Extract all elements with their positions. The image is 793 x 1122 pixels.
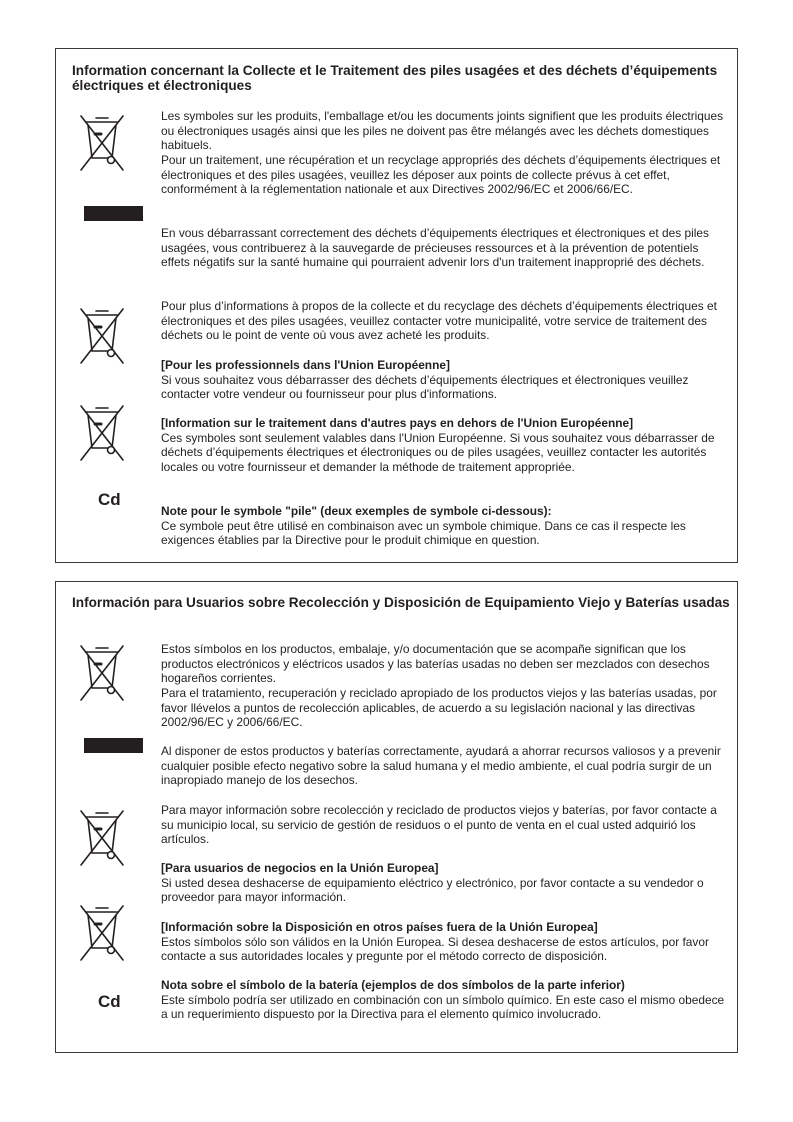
- crossed-bin-icon: [78, 113, 126, 173]
- paragraph: Para mayor información sobre recolección y reciclado de productos viejos y baterías, por favor contacte a su municipio local, su servicio de gestión de residuos o el punto de venta en el cual usted adquirió los artículos.: [161, 803, 717, 847]
- subheading: [Pour les professionnels dans l'Union Européenne]: [161, 358, 450, 372]
- paragraph: [161, 978, 726, 1022]
- notice-box-french: [55, 48, 738, 563]
- paragraph: Para el tratamiento, recuperación y reciclado apropiado de los productos viejos y las baterías usadas, por favor llévelos a puntos de recolección aplicables, de acuerdo a su legislación nacional y las directivas 2002/96/EC y 2006/66/EC.: [161, 686, 717, 730]
- paragraph-text: Si vous souhaitez vous débarrasser des déchets d’équipements électriques et électroniques veuillez contacter votre vendeur ou fournisseur pour plus d'informations.: [161, 372, 689, 402]
- paragraph-text: Ces symboles sont seulement valables dans l'Union Européenne. Si vous souhaitez vous débarrasser de déchets d’équipements électriques et électroniques ou de piles usagées, veuillez contacter les autorités locales ou votre fournisseur et demander la méthode de traitement appropriée.: [161, 430, 715, 474]
- paragraph: Pour un traitement, une récupération et un recyclage appropriés des déchets d’équipements électriques et électroniques et des piles usagées, veuillez les déposer aux points de collecte prévus à cet effet, conformément à la réglementation nationale et aux Directives 2002/96/EC et 2006/66/EC.: [161, 153, 721, 197]
- crossed-bin-icon: [78, 643, 126, 703]
- paragraph-text: Este símbolo podría ser utilizado en combinación con un símbolo químico. En este caso el mismo obedece a un requerimiento dispuesto por la Directiva para el elemento químico involucrado.: [161, 992, 725, 1022]
- crossed-bin-icon: [78, 306, 126, 366]
- paragraph: En vous débarrassant correctement des déchets d’équipements électriques et électroniques et des piles usagées, vous contribuerez à la sauvegarde de précieuses ressources et à la prévention de potentiels effets négatifs sur la santé humaine qui pourraient advenir lors d'un traitement inapproprié des déchets.: [161, 226, 709, 270]
- paragraph: [161, 920, 726, 964]
- paragraph: Estos símbolos en los productos, embalaje, y/o documentación que se acompañe significan que los productos electrónicos y eléctricos usados y las baterías usadas no deben ser mezclados con desechos hogareños corrientes.: [161, 642, 710, 686]
- subheading: [Information sur le traitement dans d'autres pays en dehors de l'Union Européenne]: [161, 416, 634, 430]
- notice-title: Information concernant la Collecte et le Traitement des piles usagées et des déchets d’équipements électriques et électroniques: [72, 63, 718, 93]
- paragraph: Les symboles sur les produits, l'emballage et/ou les documents joints signifient que les produits électriques ou électroniques usagés ainsi que les piles ne doivent pas être mélangés avec les déchets domestiques habituels.: [161, 109, 724, 153]
- paragraph: [161, 504, 726, 548]
- paragraph: Pour plus d’informations à propos de la collecte et du recyclage des déchets d’équipements électriques et électroniques et des piles usagées, veuillez contacter votre municipalité, votre service de traitement des déchets ou le point de vente où vous avez acheté les produits.: [161, 299, 717, 343]
- paragraph-text: Estos símbolos sólo son válidos en la Unión Europea. Si desea deshacerse de estos artículos, por favor contacte a sus autoridades locales y pregunte por el método correcto de disposición.: [161, 934, 709, 964]
- paragraph: [161, 861, 726, 905]
- subheading: [Para usuarios de negocios en la Unión Europea]: [161, 861, 439, 875]
- subheading: Nota sobre el símbolo de la batería (ejemplos de dos símbolos de la parte inferior): [161, 978, 625, 992]
- subheading: Note pour le symbole "pile" (deux exemples de symbole ci-dessous):: [161, 504, 552, 518]
- paragraph-text: Si usted desea deshacerse de equipamiento eléctrico y electrónico, por favor contacte a su vendedor o proveedor para mayor información.: [161, 875, 704, 905]
- paragraph-text: Ce symbole peut être utilisé en combinaison avec un symbole chimique. Dans ce cas il respecte les exigences établies par la Directive pour le produit chimique en question.: [161, 518, 686, 548]
- subheading: [Información sobre la Disposición en otros países fuera de la Unión Europea]: [161, 920, 598, 934]
- black-bar: [84, 738, 143, 753]
- notice-box-spanish: [55, 581, 738, 1053]
- black-bar: [84, 206, 143, 221]
- crossed-bin-icon: [78, 903, 126, 963]
- paragraph: Al disponer de estos productos y baterías correctamente, ayudará a ahorrar recursos valiosos y a prevenir cualquier posible efecto negativo sobre la salud humana y el medio ambiente, el cual podría surgir de un inapropiado manejo de los desechos.: [161, 744, 721, 788]
- paragraph: [161, 416, 726, 474]
- crossed-bin-icon: [78, 403, 126, 463]
- crossed-bin-icon: [78, 808, 126, 868]
- paragraph: [161, 358, 726, 402]
- notice-title: Información para Usuarios sobre Recolección y Disposición de Equipamiento Viejo y Baterías usadas: [72, 595, 730, 610]
- cd-chemical-symbol: Cd: [98, 992, 121, 1011]
- cd-chemical-symbol: Cd: [98, 490, 121, 509]
